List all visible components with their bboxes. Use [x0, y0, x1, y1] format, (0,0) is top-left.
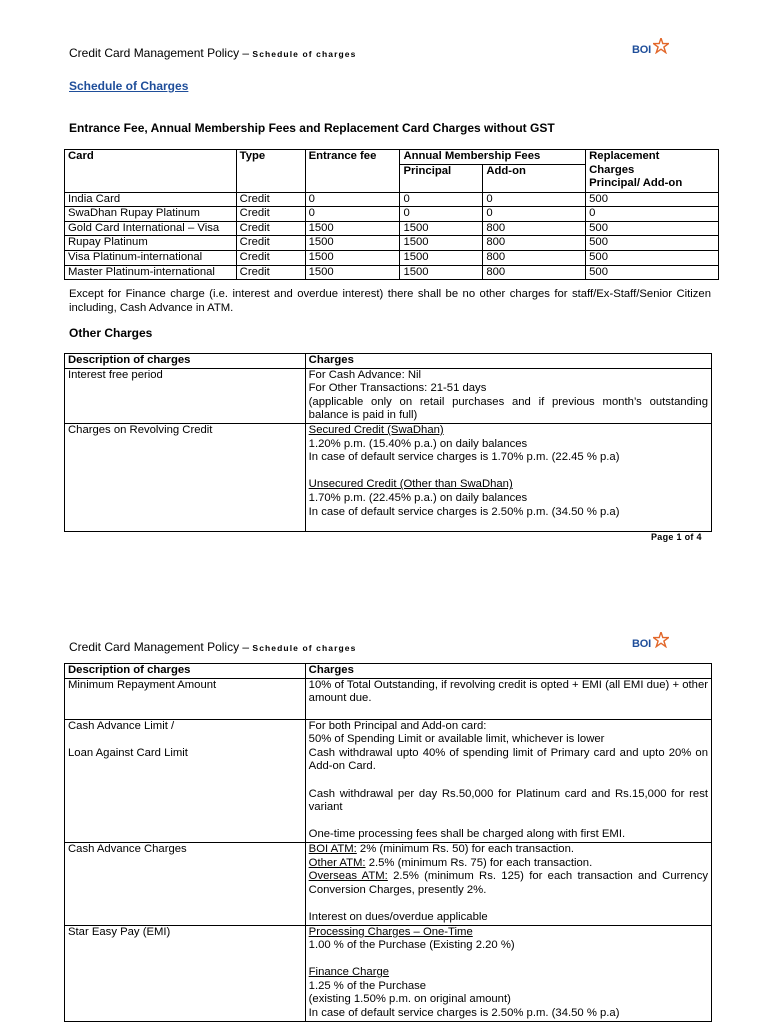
- col-addon: Add-on: [483, 164, 586, 192]
- secured-credit-title: Secured Credit (SwaDhan): [308, 423, 444, 436]
- cell-entrance: 1500: [305, 221, 400, 236]
- cash-limit-line2: 50% of Spending Limit or available limit, whichever is lower: [308, 733, 605, 746]
- col-description: Description of charges: [65, 664, 306, 679]
- table-row: [65, 192, 719, 207]
- page-header: [69, 46, 356, 60]
- cell-entrance: 1500: [305, 236, 400, 251]
- unsecured-credit-title: Unsecured Credit (Other than SwaDhan): [308, 478, 513, 491]
- unsecured-default-line: In case of default service charges is 2.50% p.m. (34.50 % p.a): [308, 505, 620, 518]
- cell-principal: 1500: [400, 265, 483, 280]
- col-charges: Charges: [305, 354, 711, 369]
- table-row: [65, 719, 712, 842]
- cell-charges: [305, 678, 711, 719]
- table-row: [65, 368, 712, 423]
- cell-principal: 0: [400, 207, 483, 222]
- table-row: [65, 423, 712, 531]
- overseas-atm-text: 2.5% (minimum Rs. 125) for each transaction and Currency Conversion Charges, presently 2%.: [308, 870, 708, 896]
- cell-card: India Card: [65, 192, 237, 207]
- table-row: [65, 236, 719, 251]
- other-atm-label: Other ATM:: [308, 856, 366, 869]
- fees-table: [64, 149, 719, 280]
- processing-charges-title: Processing Charges – One-Time: [308, 925, 473, 938]
- cell-replacement: 0: [586, 207, 719, 222]
- section-fees-heading: Entrance Fee, Annual Membership Fees and Replacement Card Charges without GST: [69, 121, 555, 135]
- page-header: [69, 640, 356, 654]
- header-title: Credit Card Management Policy –: [69, 46, 253, 60]
- cell-principal: 1500: [400, 236, 483, 251]
- other-charges-heading: Other Charges: [69, 326, 153, 340]
- table-row: [65, 221, 719, 236]
- interest-dues-line: Interest on dues/overdue applicable: [308, 910, 488, 923]
- col-charges: Charges: [305, 664, 711, 679]
- cell-replacement: 500: [586, 250, 719, 265]
- cell-description: [65, 719, 306, 842]
- secured-rate-line: 1.20% p.m. (15.40% p.a.) on daily balances: [308, 437, 528, 450]
- finance-charge-line1: 1.25 % of the Purchase: [308, 979, 427, 992]
- schedule-of-charges-link[interactable]: Schedule of Charges: [69, 79, 189, 93]
- page-number: Page 1 of 4: [651, 532, 702, 542]
- other-atm-line: [309, 857, 708, 871]
- table-row: [65, 678, 712, 719]
- cash-limit-line1: For both Principal and Add-on card:: [308, 719, 487, 732]
- boi-atm-label: BOI ATM:: [308, 842, 357, 855]
- finance-charge-line2: (existing 1.50% p.m. on original amount): [308, 993, 511, 1006]
- loan-limit-desc: Loan Against Card Limit: [68, 746, 188, 759]
- cell-entrance: 0: [305, 207, 400, 222]
- cell-card: Master Platinum-international: [65, 265, 237, 280]
- page-2: [0, 560, 768, 1024]
- header-subtitle: Schedule of charges: [252, 643, 357, 653]
- cell-replacement: 500: [586, 192, 719, 207]
- secured-default-line: In case of default service charges is 1.70% p.m. (22.45 % p.a): [308, 451, 620, 464]
- table-row: [65, 842, 712, 925]
- star-icon: [653, 38, 669, 54]
- cell-type: Credit: [236, 236, 305, 251]
- replacement-line3: Principal/ Add-on: [589, 177, 683, 190]
- table-row: [65, 207, 719, 222]
- cash-limit-line4: Cash withdrawal per day Rs.50,000 for Platinum card and Rs.15,000 for rest variant: [308, 787, 708, 814]
- charges-table-header: [65, 664, 712, 679]
- cell-addon: 800: [483, 265, 586, 280]
- cell-replacement: 500: [586, 236, 719, 251]
- boi-logo: [632, 632, 676, 656]
- cell-type: Credit: [236, 250, 305, 265]
- logo-text: BOI: [632, 44, 651, 56]
- cell-charges: [305, 842, 711, 925]
- cell-addon: 0: [483, 207, 586, 222]
- other-charges-table: [64, 353, 712, 532]
- overseas-atm-label: Overseas ATM:: [308, 870, 388, 883]
- cell-replacement: 500: [586, 265, 719, 280]
- col-card: Card: [65, 150, 237, 193]
- cell-charges: [305, 925, 711, 1021]
- cell-card: Gold Card International – Visa: [65, 221, 237, 236]
- replacement-line1: Replacement: [589, 150, 660, 162]
- fees-table-header: [65, 150, 719, 165]
- cell-card: Rupay Platinum: [65, 236, 237, 251]
- cell-description: Star Easy Pay (EMI): [65, 925, 306, 1021]
- col-entrance-fee: Entrance fee: [305, 150, 400, 193]
- processing-charges-line: 1.00 % of the Purchase (Existing 2.20 %): [308, 939, 515, 952]
- cash-advance-line: For Cash Advance: Nil: [308, 368, 422, 381]
- cell-principal: 1500: [400, 250, 483, 265]
- cell-card: SwaDhan Rupay Platinum: [65, 207, 237, 222]
- col-annual-fees: Annual Membership Fees: [400, 150, 586, 165]
- min-repay-text: 10% of Total Outstanding, if revolving credit is opted + EMI (all EMI due) + other amount due.: [308, 678, 708, 705]
- col-description: Description of charges: [65, 354, 306, 369]
- star-icon: [653, 632, 669, 648]
- boi-logo: [632, 38, 676, 62]
- cell-entrance: 1500: [305, 250, 400, 265]
- cell-type: Credit: [236, 207, 305, 222]
- cell-addon: 0: [483, 192, 586, 207]
- unsecured-rate-line: 1.70% p.m. (22.45% p.a.) on daily balances: [308, 491, 528, 504]
- table-row: [65, 265, 719, 280]
- cell-addon: 800: [483, 221, 586, 236]
- cell-description: Interest free period: [65, 368, 306, 423]
- cash-limit-desc: Cash Advance Limit /: [68, 719, 175, 732]
- col-type: Type: [236, 150, 305, 193]
- cell-charges: [305, 719, 711, 842]
- other-table-header: [65, 354, 712, 369]
- replacement-line2: Charges: [589, 163, 635, 176]
- cell-addon: 800: [483, 236, 586, 251]
- cell-description: Charges on Revolving Credit: [65, 423, 306, 531]
- cell-type: Credit: [236, 192, 305, 207]
- logo-text: BOI: [632, 638, 651, 650]
- table-row: [65, 925, 712, 1021]
- finance-charge-title: Finance Charge: [308, 966, 390, 979]
- cell-card: Visa Platinum-international: [65, 250, 237, 265]
- col-principal: Principal: [400, 164, 483, 192]
- applicability-note: (applicable only on retail purchases and if previous month’s outstanding balance is paid in full): [308, 395, 708, 422]
- other-atm-text: 2.5% (minimum Rs. 75) for each transaction.: [365, 856, 593, 869]
- boi-atm-line: [309, 843, 708, 857]
- cell-entrance: 1500: [305, 265, 400, 280]
- staff-exception-paragraph: Except for Finance charge (i.e. interest and overdue interest) there shall be no other charges for staff/Ex-Staff/Senior Citizen including, Cash Advance in ATM.: [69, 288, 711, 314]
- cash-limit-line3: Cash withdrawal upto 40% of spending limit of Primary card and upto 20% on Add-on Card.: [308, 746, 708, 773]
- boi-atm-text: 2% (minimum Rs. 50) for each transaction.: [356, 842, 575, 855]
- cell-description: Cash Advance Charges: [65, 842, 306, 925]
- cash-limit-line5: One-time processing fees shall be charged along with first EMI.: [308, 828, 626, 841]
- cell-charges: [305, 368, 711, 423]
- cell-replacement: 500: [586, 221, 719, 236]
- cell-type: Credit: [236, 221, 305, 236]
- header-title: Credit Card Management Policy –: [69, 640, 253, 654]
- cell-principal: 1500: [400, 221, 483, 236]
- other-transactions-line: For Other Transactions: 21-51 days: [308, 382, 487, 395]
- cell-type: Credit: [236, 265, 305, 280]
- charges-table-continued: [64, 663, 712, 1022]
- cell-description: Minimum Repayment Amount: [65, 678, 306, 719]
- col-replacement: [586, 150, 719, 193]
- cell-entrance: 0: [305, 192, 400, 207]
- overseas-atm-line: [309, 870, 708, 897]
- table-row: [65, 250, 719, 265]
- finance-charge-line3: In case of default service charges is 2.50% p.m. (34.50 % p.a): [308, 1007, 620, 1020]
- cell-charges: [305, 423, 711, 531]
- cell-principal: 0: [400, 192, 483, 207]
- cell-addon: 800: [483, 250, 586, 265]
- header-subtitle: Schedule of charges: [252, 49, 357, 59]
